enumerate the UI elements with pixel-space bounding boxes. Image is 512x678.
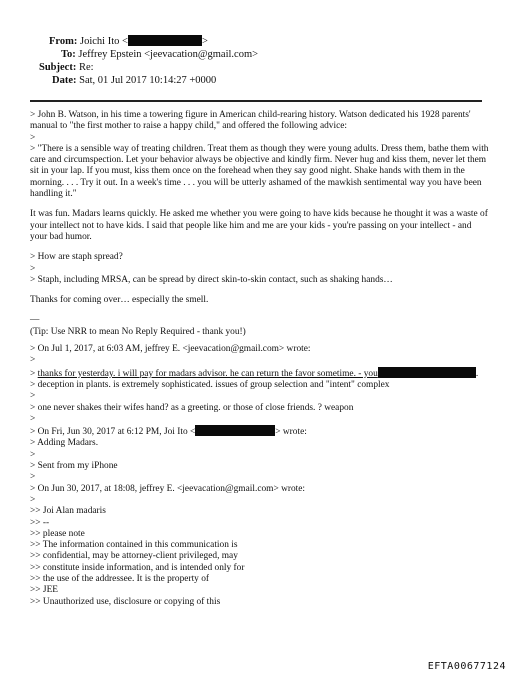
quote-line: >> Joi Alan madaris [30,506,106,517]
body-paragraph: It was fun. Madars learns quickly. He asked me whether you were going to have kids because he thought it was a waste of your intellect not to have kids. I said that people like him and me are your kids - you're passing on your intellect - and your bad humor. [30,209,488,242]
from-label: From: [49,36,78,47]
quote-line: > On Jun 30, 2017, at 18:08, jeffrey E. <jeevacation@gmail.com> wrote: [30,483,306,494]
date-label: Date: [52,75,77,86]
signature-tip: (Tip: Use NRR to mean No Reply Required - thank you!) [30,326,246,337]
header-date [52,74,216,87]
quote-line [30,425,490,438]
body-paragraph: Thanks for coming over… especially the smell. [30,295,209,306]
quote-marker: > [30,132,36,143]
from-tail: > [201,36,208,47]
quote-line: >> constitute inside information, and is intended only for [30,562,245,573]
quote-prefix: > [30,368,38,379]
quote-line: > On Jul 1, 2017, at 6:03 AM, jeffrey E. <jeevacation@gmail.com> wrote: [30,344,311,355]
quote-marker: > [30,355,36,366]
quote-line: >> please note [30,528,85,539]
quote-tail: . [475,368,479,379]
email-body [30,110,490,608]
quote-line: >> -- [30,517,50,528]
quote-line: > Adding Madars. [30,438,99,449]
quote-marker: > [30,449,36,460]
to-value: Jeffrey Epstein <jeevacation@gmail.com> [78,49,259,60]
subject-label: Subject: [39,62,77,73]
signature-dash: — [30,315,40,326]
quote-line: > How are staph spread? [30,252,123,263]
quote-marker: > [30,391,36,402]
header-divider [30,100,482,102]
quote-line: >> confidential, may be attorney-client privileged, may [30,551,238,562]
quote-line [30,367,490,380]
header-to [61,48,258,61]
quote-line: >> JEE [30,585,59,596]
subject-value: Re: [78,62,94,73]
quote-line: > deception in plants. is extremely sophisticated. issues of group selection and "intent" complex [30,379,390,390]
redaction-block [195,425,275,436]
quote-line: > Sent from my iPhone [30,461,118,472]
from-value: Joichi Ito < [80,36,128,47]
quote-text: > On Fri, Jun 30, 2017 at 6:12 PM, Joi Ito < [30,427,196,438]
header-from [49,35,208,48]
quote-tail: > wrote: [275,427,307,438]
quote-line: > one never shakes their wifes hand? as a greeting. or those of close friends. ? weapon [30,402,354,413]
quote-line: >> Unauthorized use, disclosure or copying of this [30,596,221,607]
header-subject [39,61,94,74]
redaction-block [128,35,202,46]
quote-paragraph: > "There is a sensible way of treating children. Treat them as though they were young adults. Dress them, bathe them with care and circumspection. Let your behavior always be objective and kindly firm. Never hug and kiss them, never let them sit in your lap. If you must, kiss them once on the forehead when they say good night. Shake hands with them in the morning. . . . Try it out. In a week's time . . . you will be utterly ashamed of the mawkish sentimental way you have been handling it." [30,143,489,200]
quote-paragraph: > John B. Watson, in his time a towering figure in American child-rearing history. Watson dedicated his 1928 parents' manual to "the first mother to raise a happy child," and offered the following advice: [30,110,471,132]
quote-line: > Staph, including MRSA, can be spread by direct skin-to-skin contact, such as shaking hands… [30,274,393,285]
quote-text: thanks for yesterday. i will pay for madars advisor. he can return the favor sometime. - you [37,368,378,379]
redaction-block [378,367,479,379]
to-label: To: [61,49,76,60]
quote-marker: > [30,472,36,483]
date-value: Sat, 01 Jul 2017 10:14:27 +0000 [79,75,217,86]
quote-marker: > [30,263,36,274]
quote-line: >> the use of the addressee. It is the property of [30,573,210,584]
quote-line: >> The information contained in this communication is [30,540,238,551]
quote-marker: > [30,413,36,424]
quote-marker: > [30,494,36,505]
document-id: EFTA00677124 [427,661,506,672]
